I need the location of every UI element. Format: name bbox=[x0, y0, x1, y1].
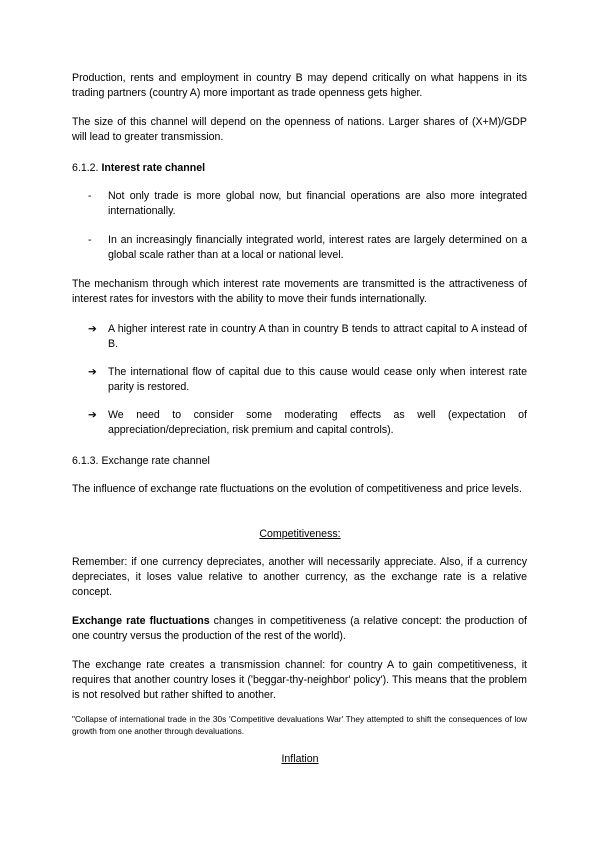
arrow-bullet-icon: ➔ bbox=[88, 366, 97, 378]
section-heading-exchange-rate: 6.1.3. Exchange rate channel bbox=[72, 455, 210, 467]
dash-bullet: - bbox=[88, 190, 92, 202]
paragraph-mechanism: The mechanism through which interest rate movements are transmitted is the attractiveness of interest rates for investors with the ability to move their funds internationally. bbox=[72, 278, 527, 305]
list-item: Not only trade is more global now, but financial operations are also more integrated internationally. bbox=[108, 190, 527, 217]
list-item: We need to consider some moderating effects as well (expectation of appreciation/depreciation, risk premium and capital controls). bbox=[108, 409, 527, 436]
arrow-bullet-icon: ➔ bbox=[88, 409, 97, 421]
section-title: Interest rate channel bbox=[101, 162, 206, 174]
arrow-bullet-icon: ➔ bbox=[88, 323, 97, 335]
note-collapse: "Collapse of international trade in the 30s 'Competitive devaluations War' They attempted to shift the consequences of low growth from one another through devaluations. bbox=[72, 714, 527, 736]
paragraph-rest: changes in competitiveness (a relative concept: the production of one country versus the production of the rest of the world). bbox=[72, 615, 527, 642]
paragraph-openness: The size of this channel will depend on the openness of nations. Larger shares of (X+M)/GDP will lead to greater transmission. bbox=[72, 116, 527, 143]
section-number: 6.1.2. bbox=[72, 162, 99, 174]
paragraph-transmission: The exchange rate creates a transmission channel: for country A to gain competitiveness, it requires that another country loses it ('beggar-thy-neighbor' policy'). This means that the problem is not resolved but rather shifted to another. bbox=[72, 659, 527, 701]
dash-bullet: - bbox=[88, 234, 92, 246]
list-item: In an increasingly financially integrated world, interest rates are largely determined on a global scale rather than at a local or national level. bbox=[108, 234, 527, 261]
bold-term: Exchange rate fluctuations bbox=[72, 615, 210, 627]
paragraph-trade-partners: Production, rents and employment in country B may depend critically on what happens in its trading partners (country A) more important as trade openness gets higher. bbox=[72, 72, 527, 99]
list-item: The international flow of capital due to this cause would cease only when interest rate parity is restored. bbox=[108, 366, 527, 393]
paragraph-fluctuations bbox=[72, 614, 527, 644]
section-heading-interest-rate bbox=[72, 161, 205, 176]
paragraph-influence: The influence of exchange rate fluctuations on the evolution of competitiveness and price levels. bbox=[72, 483, 522, 495]
list-item: A higher interest rate in country A than in country B tends to attract capital to A instead of B. bbox=[108, 323, 527, 350]
heading-inflation: Inflation bbox=[281, 753, 319, 765]
paragraph-remember: Remember: if one currency depreciates, another will necessarily appreciate. Also, if a currency depreciates, it loses value relative to another currency, as the exchange rate is a relative concept. bbox=[72, 556, 527, 598]
heading-competitiveness: Competitiveness: bbox=[259, 528, 341, 540]
